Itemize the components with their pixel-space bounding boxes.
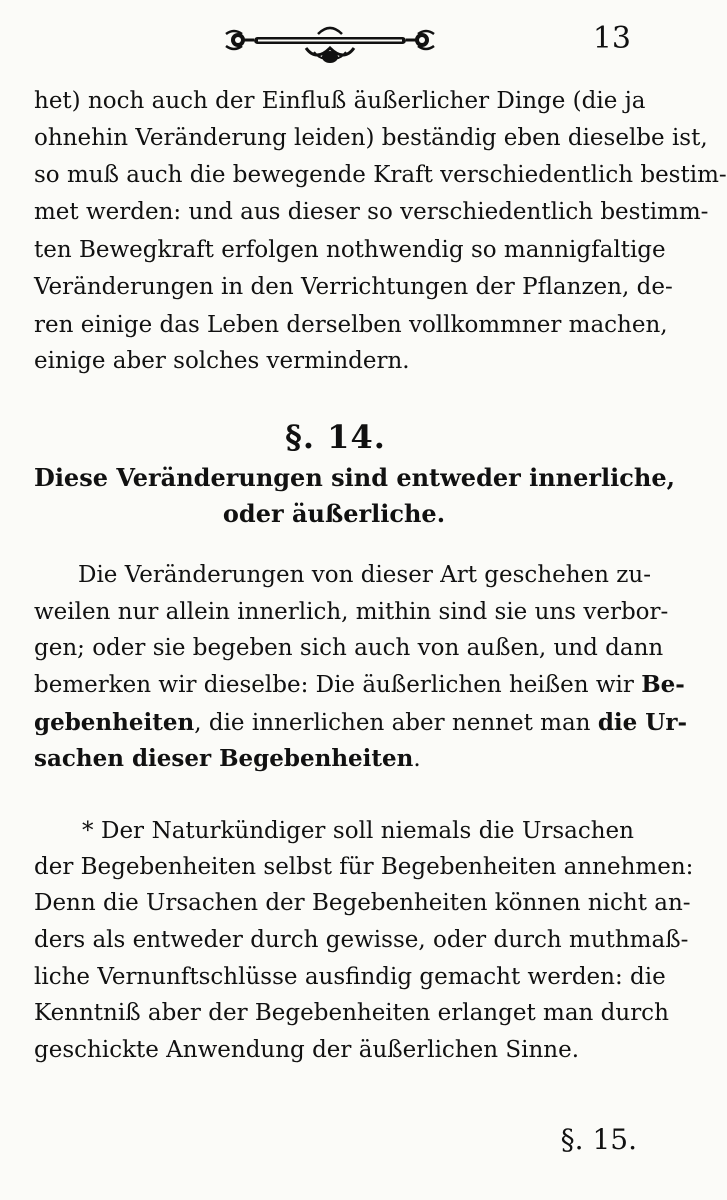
paragraph-line: gen; oder sie begeben sich auch von außen, und dann bbox=[34, 635, 664, 661]
emphasized-term: Be- bbox=[641, 671, 685, 698]
page-number: 13 bbox=[592, 21, 631, 56]
note-line: ders als entweder durch gewisse, oder durch muthmaß- bbox=[34, 927, 689, 953]
emphasized-term: sachen dieser Begebenheiten bbox=[34, 745, 414, 772]
note-line: * Der Naturkündiger soll niemals die Ursachen bbox=[82, 818, 634, 844]
catchword: §. 15. bbox=[560, 1123, 637, 1156]
section-title-line: Diese Veränderungen sind entweder innerliche, bbox=[34, 463, 675, 492]
emphasized-term: gebenheiten bbox=[34, 709, 195, 736]
paragraph-line: met werden: und aus dieser so verschiedentlich bestimm- bbox=[34, 199, 709, 225]
paragraph-line: het) noch auch der Einfluß äußerlicher Dinge (die ja bbox=[34, 88, 646, 114]
paragraph-line: ten Bewegkraft erfolgen nothwendig so mannigfaltige bbox=[34, 237, 666, 263]
paragraph-line: Die Veränderungen von dieser Art geschehen zu- bbox=[78, 562, 651, 588]
paragraph-line: so muß auch die bewegende Kraft verschiedentlich bestim- bbox=[34, 162, 727, 188]
section-title-line: oder äußerliche. bbox=[222, 499, 446, 528]
paragraph-text: , die innerlichen aber nennet man bbox=[194, 710, 598, 736]
paragraph-line bbox=[34, 744, 634, 774]
paragraph-text: . bbox=[413, 746, 421, 772]
paragraph-line: ohnehin Veränderung leiden) beständig eben dieselbe ist, bbox=[34, 125, 708, 151]
note-line: Kenntniß aber der Begebenheiten erlanget man durch bbox=[34, 1000, 669, 1026]
paragraph-line: ren einige das Leben derselben vollkommner machen, bbox=[34, 312, 668, 338]
emphasized-term: die Ur- bbox=[597, 709, 687, 736]
decorative-vignette-ornament-icon bbox=[222, 22, 438, 68]
paragraph-text: bemerken wir dieselbe: Die äußerlichen heißen wir bbox=[34, 672, 642, 698]
paragraph-line bbox=[34, 708, 687, 738]
note-line: liche Vernunftschlüsse ausfindig gemacht werden: die bbox=[34, 964, 666, 990]
note-line: der Begebenheiten selbst für Begebenheiten annehmen: bbox=[34, 854, 694, 880]
paragraph-line: weilen nur allein innerlich, mithin sind sie uns verbor- bbox=[34, 599, 669, 625]
paragraph-line bbox=[34, 670, 685, 700]
note-line: Denn die Ursachen der Begebenheiten können nicht an- bbox=[34, 890, 691, 916]
paragraph-line: Veränderungen in den Verrichtungen der Pflanzen, de- bbox=[34, 274, 673, 300]
section-number: §. 14. bbox=[285, 418, 386, 456]
paragraph-line: einige aber solches vermindern. bbox=[34, 348, 410, 374]
note-line: geschickte Anwendung der äußerlichen Sinne. bbox=[34, 1037, 580, 1063]
